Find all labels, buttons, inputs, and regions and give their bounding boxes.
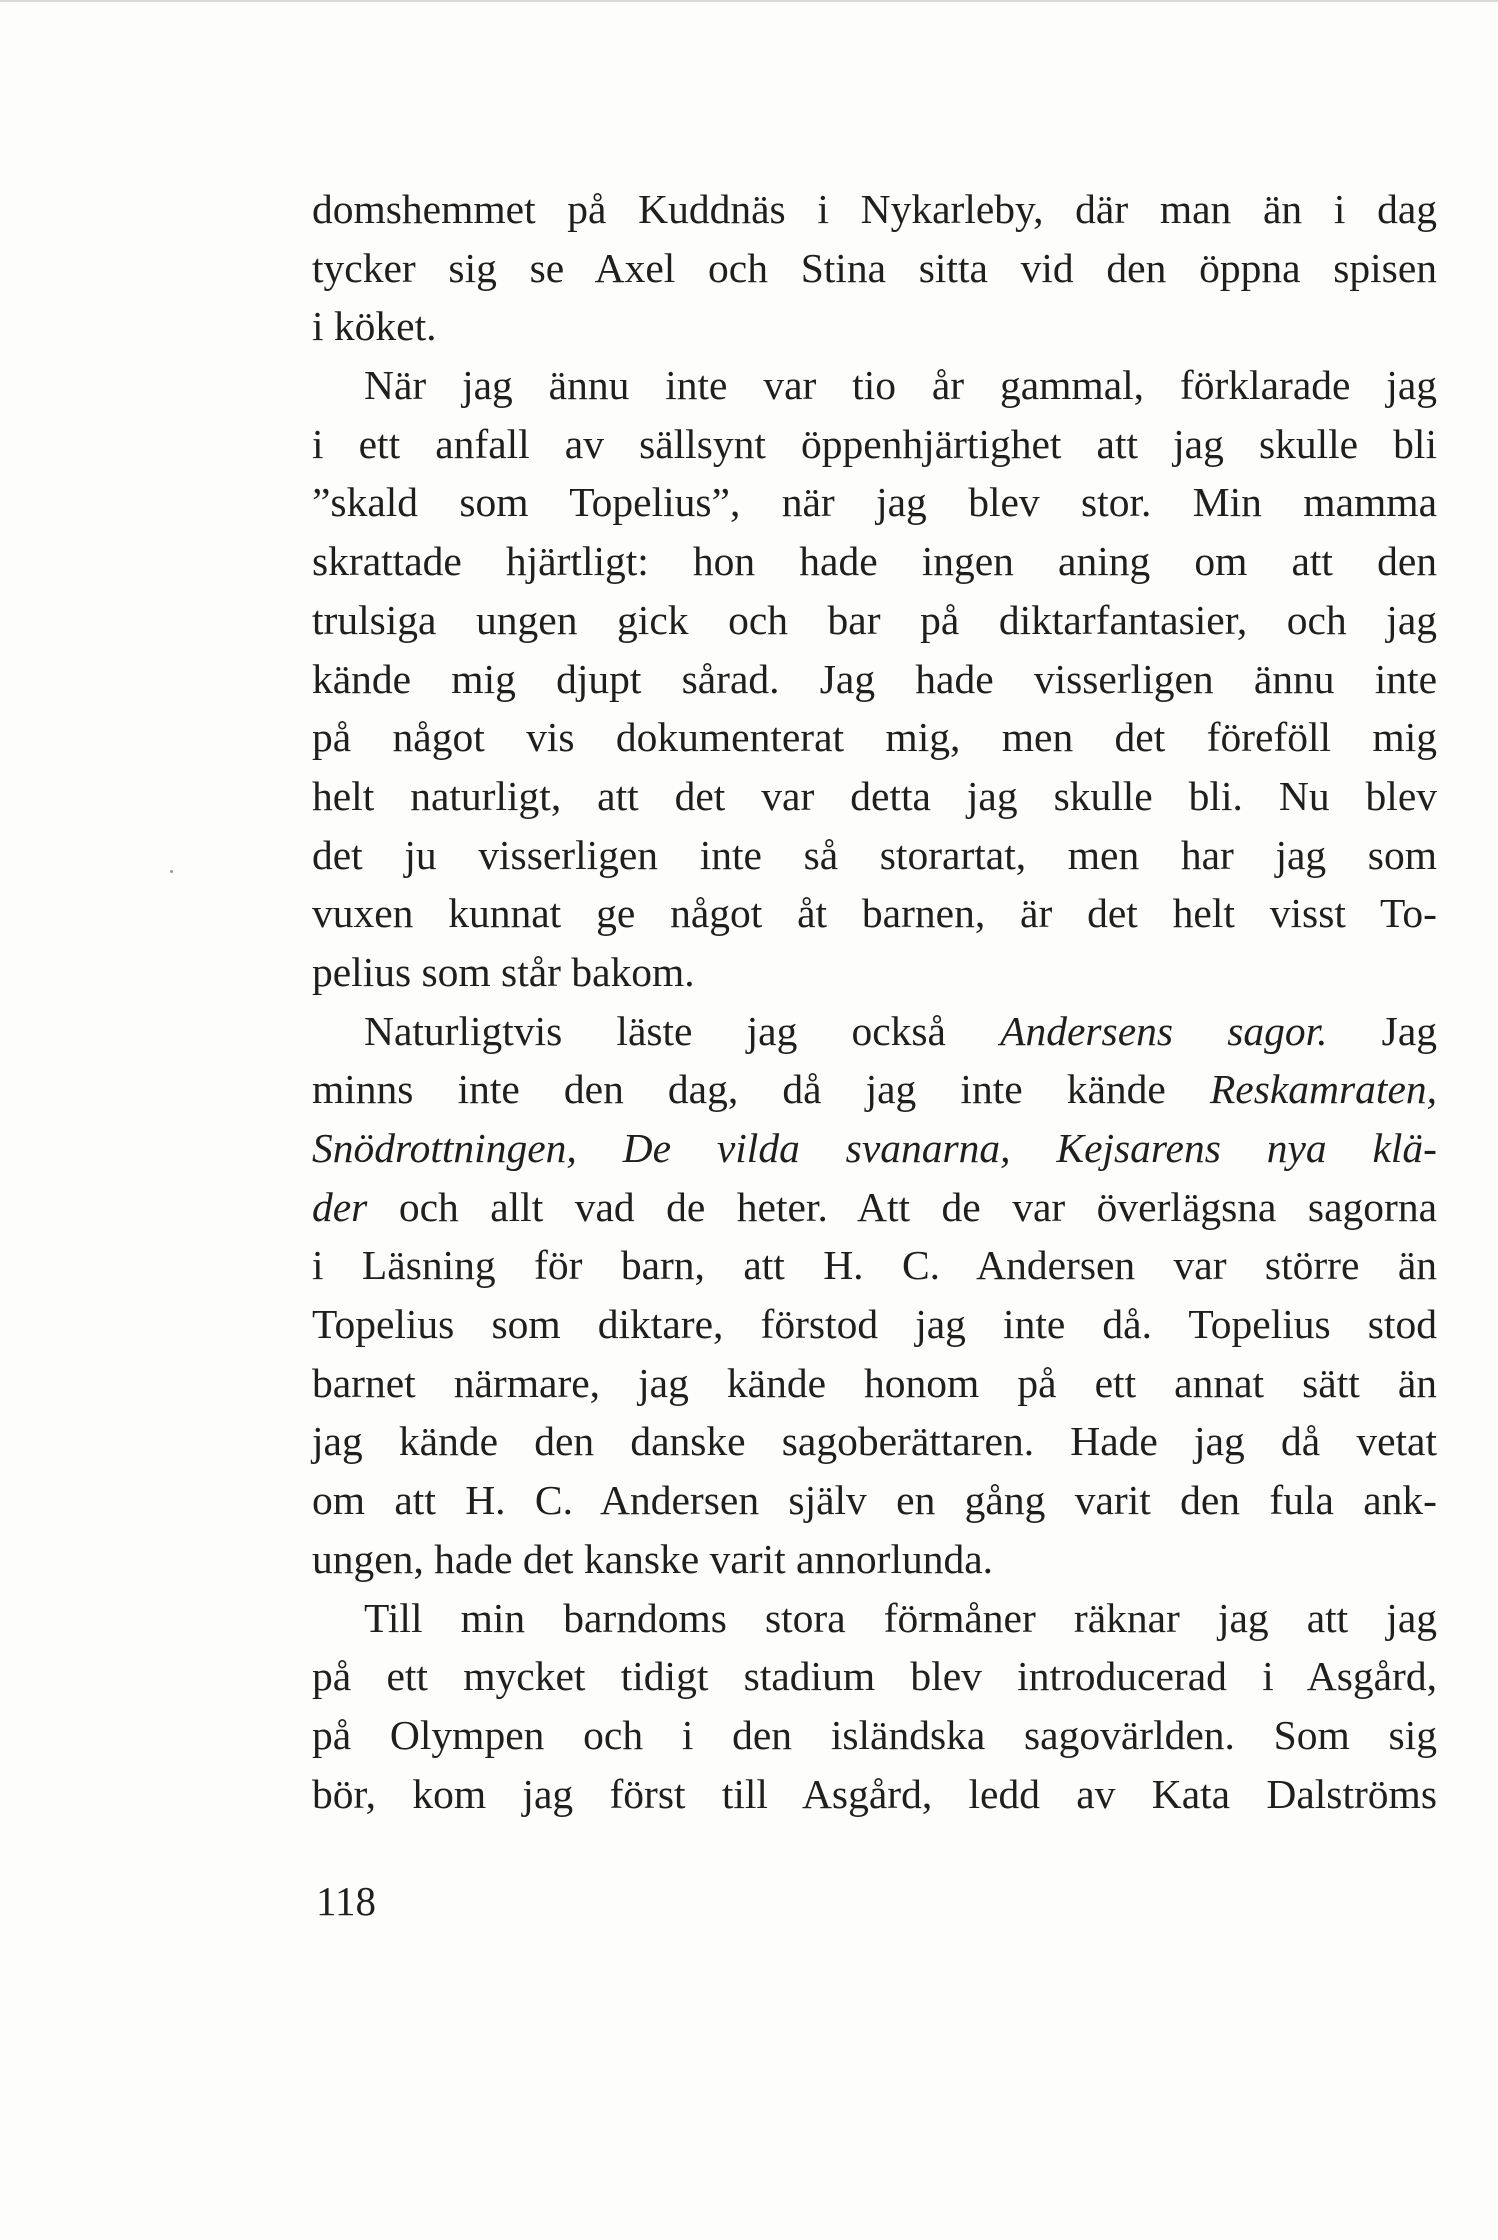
text-line: pelius som står bakom. xyxy=(312,948,695,995)
text-line: skrattade hjärtligt: hon hade ingen aning om att den xyxy=(312,538,1437,585)
text-line xyxy=(312,1060,1437,1119)
margin-speck xyxy=(170,870,173,873)
page-number: 118 xyxy=(316,1878,376,1924)
text-line: vuxen kunnat ge något åt barnen, är det helt visst To- xyxy=(312,890,1437,937)
italic-title: der xyxy=(312,1183,368,1230)
text-line: helt naturligt, att det var detta jag skulle bli. Nu blev xyxy=(312,772,1437,819)
text-line: ”skald som Topelius”, när jag blev stor. Min mamma xyxy=(312,479,1437,526)
text-line: bör, kom jag först till Asgård, ledd av Kata Dalströms xyxy=(312,1770,1437,1817)
text-line: Topelius som diktare, förstod jag inte då. Topelius stod xyxy=(312,1301,1437,1348)
text-run: Jag xyxy=(1327,1007,1437,1054)
text-line: i ett anfall av sällsynt öppenhjärtighet att jag skulle bli xyxy=(312,420,1437,467)
text-line: det ju visserligen inte så storartat, men har jag som xyxy=(312,831,1437,878)
text-line: på Olympen och i den isländska sagovärlden. Som sig xyxy=(312,1711,1437,1758)
text-line: trulsiga ungen gick och bar på diktarfantasier, och jag xyxy=(312,596,1437,643)
italic-title: Andersens sagor. xyxy=(1000,1007,1328,1054)
text-run: Naturligtvis läste jag också xyxy=(364,1007,1001,1054)
text-line xyxy=(312,1002,1437,1061)
text-line: i Läsning för barn, att H. C. Andersen var större än xyxy=(312,1242,1437,1289)
text-line: ungen, hade det kanske varit annorlunda. xyxy=(312,1535,994,1582)
text-line: på ett mycket tidigt stadium blev introducerad i Asgård, xyxy=(312,1653,1437,1700)
text-line: domshemmet på Kuddnäs i Nykarleby, där man än i dag xyxy=(312,186,1437,232)
text-line: i köket. xyxy=(312,303,437,350)
text-line: tycker sig se Axel och Stina sitta vid den öppna spisen xyxy=(312,244,1437,291)
text-run: och allt vad de heter. Att de var överlägsna sagorna xyxy=(367,1183,1437,1230)
text-line: på något vis dokumenterat mig, men det föreföll mig xyxy=(312,714,1437,761)
text-line xyxy=(312,1178,1437,1237)
text-line xyxy=(312,1119,1437,1178)
italic-title: Snödrottningen, De vilda svanarna, Kejsarens nya klä- xyxy=(312,1125,1437,1171)
text-line: Till min barndoms stora förmåner räknar jag att jag xyxy=(364,1594,1437,1641)
body-text xyxy=(312,180,1437,1823)
italic-title: Reskamraten, xyxy=(1209,1066,1437,1113)
text-line: barnet närmare, jag kände honom på ett annat sätt än xyxy=(312,1359,1437,1406)
text-line: När jag ännu inte var tio år gammal, förklarade jag xyxy=(364,362,1437,409)
text-line: jag kände den danske sagoberättaren. Hade jag då vetat xyxy=(312,1418,1437,1465)
text-line: om att H. C. Andersen själv en gång varit den fula ank- xyxy=(312,1477,1437,1524)
text-run: minns inte den dag, då jag inte kände xyxy=(312,1066,1210,1113)
text-line: kände mig djupt sårad. Jag hade visserligen ännu inte xyxy=(312,655,1437,702)
